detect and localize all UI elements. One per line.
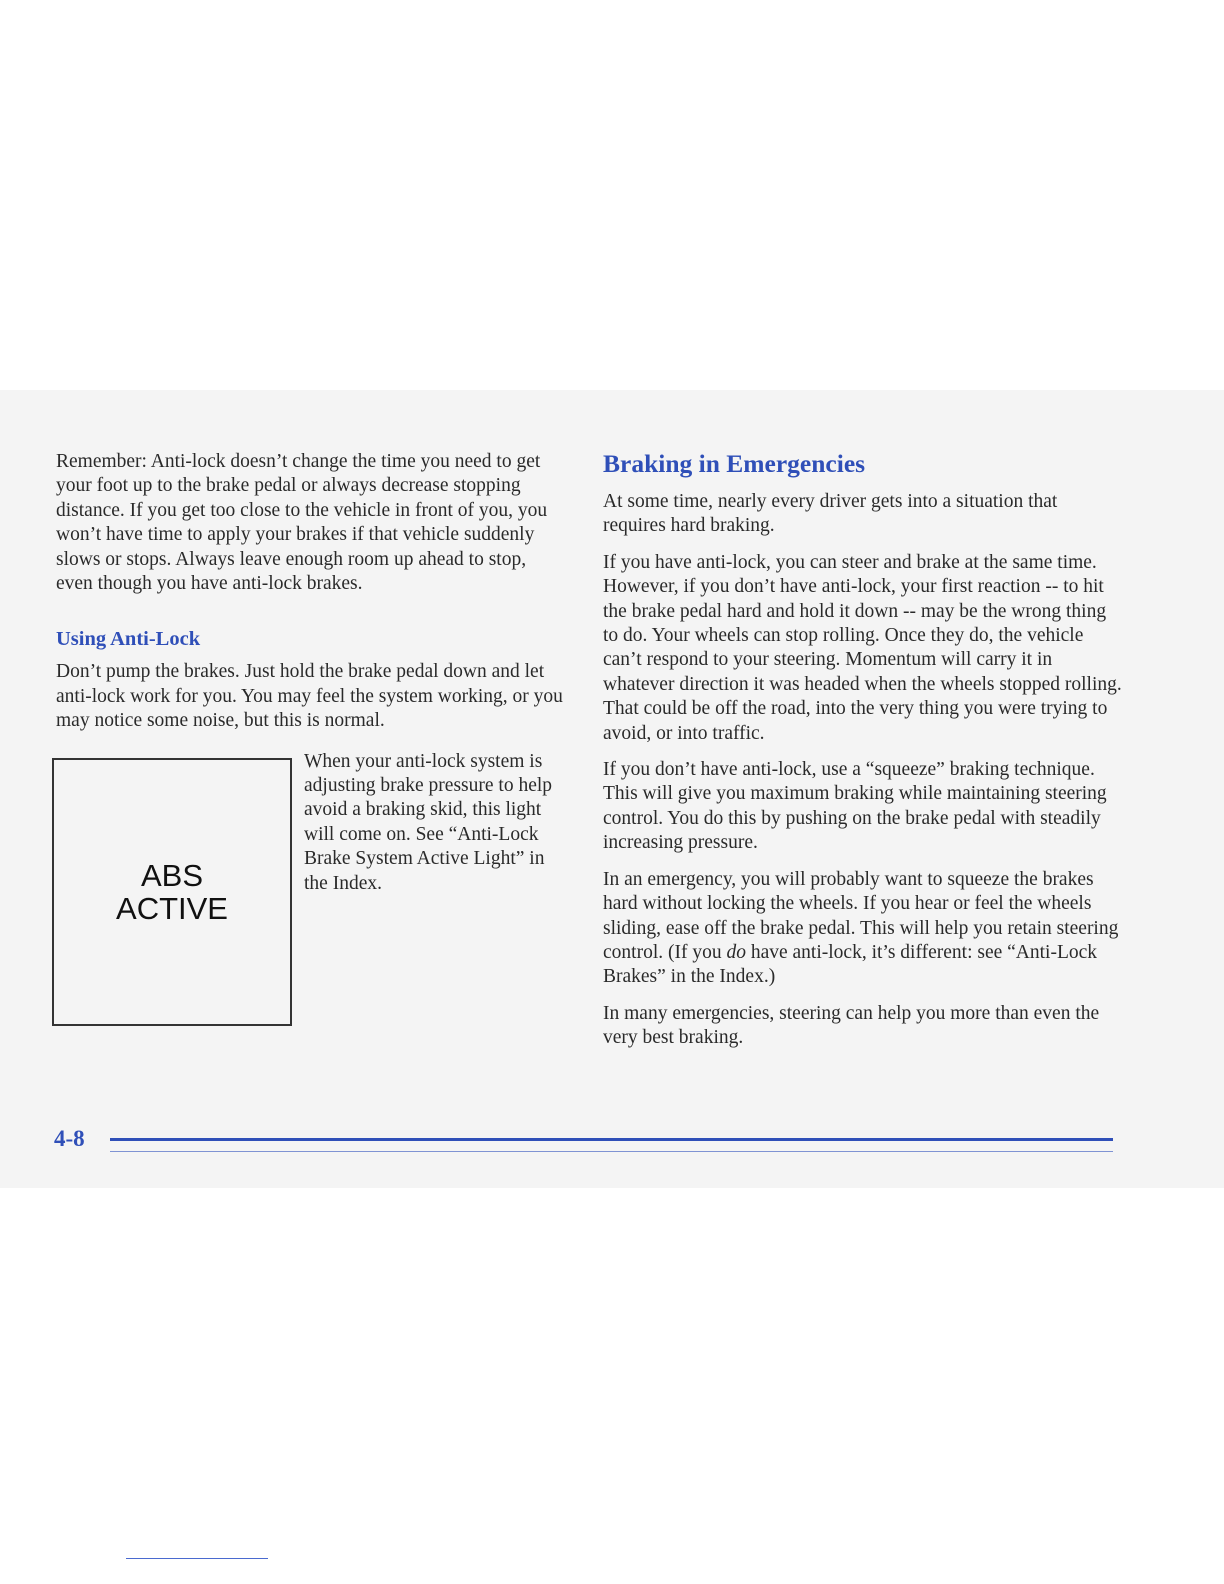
paragraph-2: If you have anti-lock, you can steer and brake at the same time. However, if you don’t have anti-lock, your first reaction -- to hit the brake pedal hard and hold it down -- may be the wrong thing to do. Your wheels can stop rolling. Once they do, the vehicle can’t respond to your steering. Momentum will carry it in whatever direction it was headed when the wheels stopped rolling. That could be off the road, into the very thing you were trying to avoid, or into traffic. bbox=[603, 551, 1122, 744]
paragraph-5: In many emergencies, steering can help you more than even the very best braking. bbox=[603, 1002, 1100, 1049]
paragraph-1: At some time, nearly every driver gets into a situation that requires hard braking. bbox=[603, 491, 1058, 537]
bottom-marker-line bbox=[126, 1558, 268, 1559]
page-number: 4-8 bbox=[54, 1126, 85, 1151]
right-column bbox=[603, 448, 1123, 1051]
paragraph-4-emphasis: do bbox=[726, 941, 746, 963]
abs-active-light-icon bbox=[52, 758, 292, 1026]
abs-indicator-section bbox=[56, 750, 566, 1020]
abs-label-line1: ABS bbox=[140, 857, 204, 893]
paragraph-4-part1: In an emergency, you will probably want to squeeze the brakes hard without locking the wheels. If you hear or feel the wheels sliding, ease off the brake pedal. This will help you retain steering control. (If you bbox=[603, 868, 1119, 963]
paragraph-4 bbox=[603, 868, 1123, 990]
paragraph-4-part2: have anti-lock, it’s different: see “Anti-Lock Brakes” in the Index.) bbox=[603, 941, 1098, 988]
paragraph-3: If you don’t have anti-lock, use a “squeeze” braking technique. This will give you maximum braking while maintaining steering control. You do this by pushing on the brake pedal with steadily increasing pressure. bbox=[603, 759, 1107, 854]
left-column bbox=[56, 450, 566, 1020]
subheading-using-anti-lock: Using Anti-Lock bbox=[56, 628, 201, 651]
abs-light-description: When your anti-lock system is adjusting brake pressure to help avoid a braking skid, this light will come on. See “Anti-Lock Brake System Active Light” in the Index. bbox=[304, 750, 553, 894]
using-anti-lock-paragraph: Don’t pump the brakes. Just hold the brake pedal down and let anti-lock work for you. You may feel the system working, or you may notice some noise, but this is normal. bbox=[56, 661, 563, 732]
footer-rule-thick bbox=[110, 1138, 1113, 1141]
intro-paragraph: Remember: Anti-lock doesn’t change the time you need to get your foot up to the brake pedal or always decrease stopping distance. If you get too close to the vehicle in front of you, you won’t have time to apply your brakes if that vehicle suddenly slows or stops. Always leave enough room up ahead to stop, even though you have anti-lock brakes. bbox=[56, 451, 548, 595]
section-heading: Braking in Emergencies bbox=[603, 449, 866, 478]
abs-label-line2: ACTIVE bbox=[116, 890, 228, 926]
footer-rule-thin bbox=[110, 1151, 1113, 1152]
